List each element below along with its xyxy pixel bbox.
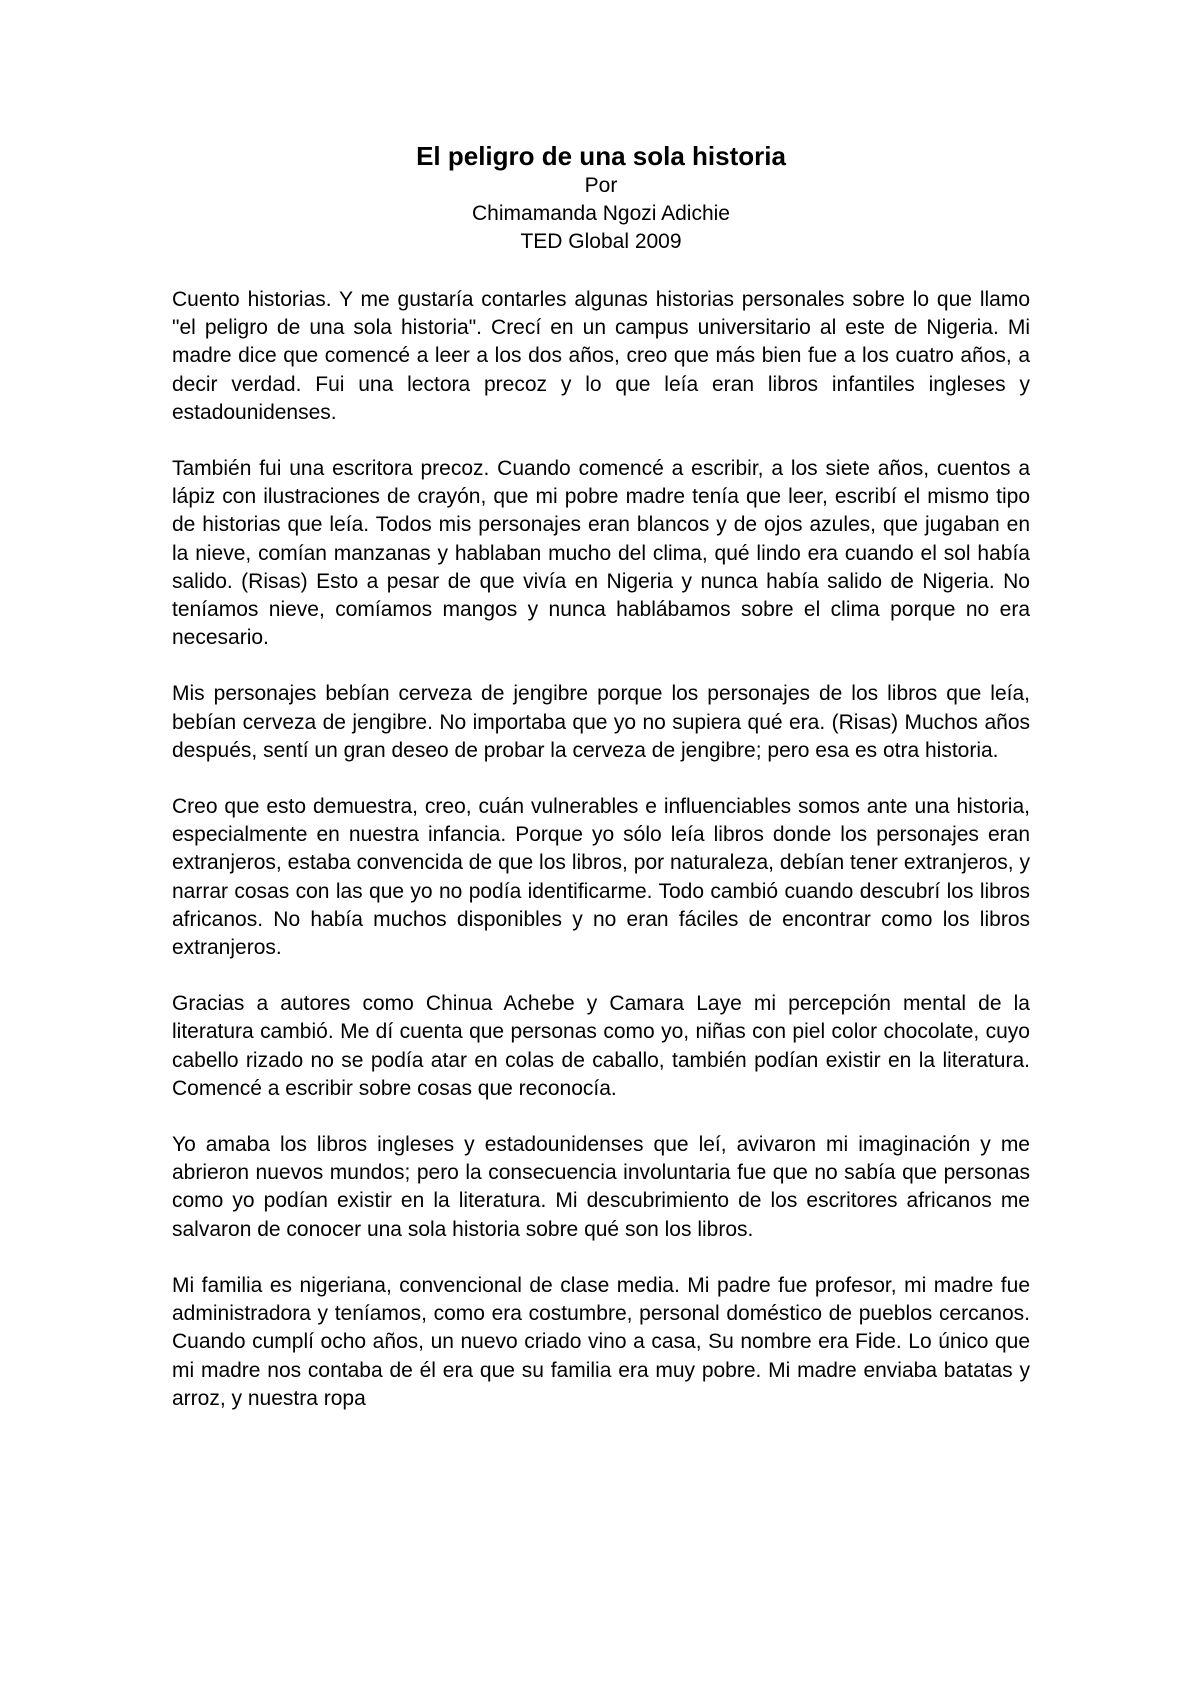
paragraph: Gracias a autores como Chinua Achebe y Camara Laye mi percepción mental de la literatura cambió. Me dí cuenta que personas como yo, niñas con piel color chocolate, cuyo cabello rizado no se podía atar en colas de caballo, también podían existir en la literatura. Comencé a escribir sobre cosas que reconocía.: [172, 992, 1030, 1100]
author-name: Chimamanda Ngozi Adichie: [472, 202, 730, 225]
paragraph: Mis personajes bebían cerveza de jengibre porque los personajes de los libros que leía, bebían cerveza de jengibre. No importaba que yo no supiera qué era. (Risas) Muchos años después, sentí un gran deseo de probar la cerveza de jengibre; pero esa es otra historia.: [172, 682, 1030, 762]
document-header: [172, 140, 1030, 256]
document-title: El peligro de una sola historia: [416, 141, 786, 171]
document-body: [172, 286, 1030, 1413]
byline: Por: [584, 174, 618, 197]
paragraph: Creo que esto demuestra, creo, cuán vulnerables e influenciables somos ante una historia, especialmente en nuestra infancia. Porque yo sólo leía libros donde los personajes eran extranjeros, estaba convencida de que los libros, por naturaleza, debían tener extranjeros, y narrar cosas con las que yo no podía identificarme. Todo cambió cuando descubrí los libros africanos. No había muchos disponibles y no eran fáciles de encontrar como los libros extranjeros.: [172, 795, 1030, 960]
paragraph: También fui una escritora precoz. Cuando comencé a escribir, a los siete años, cuentos a lápiz con ilustraciones de crayón, que mi pobre madre tenía que leer, escribí el mismo tipo de historias que leía. Todos mis personajes eran blancos y de ojos azules, que jugaban en la nieve, comían manzanas y hablaban mucho del clima, qué lindo era cuando el sol había salido. (Risas) Esto a pesar de que vivía en Nigeria y nunca había salido de Nigeria. No teníamos nieve, comíamos mangos y nunca hablábamos sobre el clima porque no era necesario.: [172, 457, 1030, 650]
paragraph: Yo amaba los libros ingleses y estadounidenses que leí, avivaron mi imaginación y me abrieron nuevos mundos; pero la consecuencia involuntaria fue que no sabía que personas como yo podían existir en la literatura. Mi descubrimiento de los escritores africanos me salvaron de conocer una sola historia sobre qué son los libros.: [172, 1133, 1030, 1241]
document-page: [172, 140, 1030, 1441]
event-name: TED Global 2009: [520, 230, 682, 253]
paragraph: Cuento historias. Y me gustaría contarles algunas historias personales sobre lo que llamo "el peligro de una sola historia". Crecí en un campus universitario al este de Nigeria. Mi madre dice que comencé a leer a los dos años, creo que más bien fue a los cuatro años, a decir verdad. Fui una lectora precoz y lo que leía eran libros infantiles ingleses y estadounidenses.: [172, 288, 1030, 424]
paragraph: Mi familia es nigeriana, convencional de clase media. Mi padre fue profesor, mi madre fue administradora y teníamos, como era costumbre, personal doméstico de pueblos cercanos. Cuando cumplí ocho años, un nuevo criado vino a casa, Su nombre era Fide. Lo único que mi madre nos contaba de él era que su familia era muy pobre. Mi madre enviaba batatas y arroz, y nuestra ropa: [172, 1273, 1030, 1410]
